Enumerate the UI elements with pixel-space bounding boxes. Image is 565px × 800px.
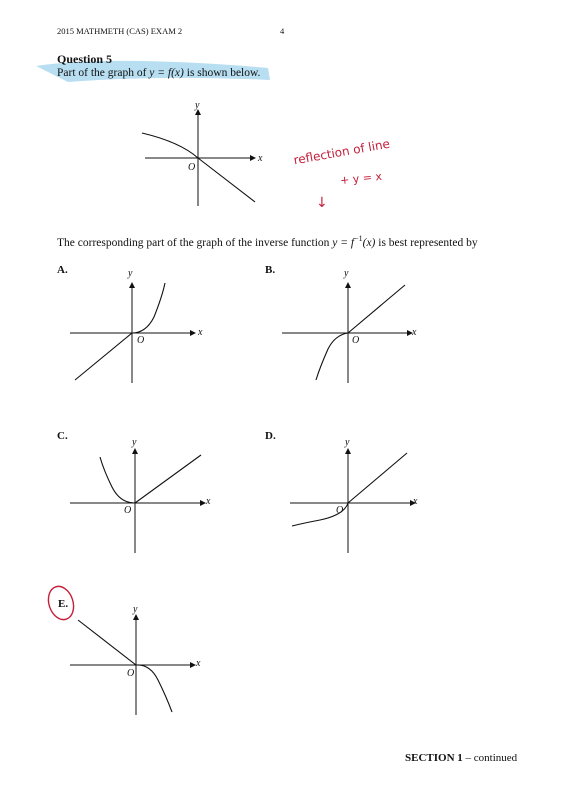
exam-title: 2015 MATHMETH (CAS) EXAM 2 bbox=[57, 26, 183, 36]
question-prompt: The corresponding part of the graph of the inverse function $y = f^{-1}(x)$ is best represented by bbox=[57, 234, 478, 249]
option-c-origin: O bbox=[124, 505, 132, 516]
main-y-label: y bbox=[195, 100, 200, 111]
option-d-label[interactable]: D. bbox=[265, 430, 276, 442]
option-c-graph[interactable] bbox=[70, 443, 215, 553]
option-b-y-label: y bbox=[344, 268, 349, 279]
handwritten-arrow: ↓ bbox=[316, 195, 328, 211]
option-d-y-label: y bbox=[345, 437, 350, 448]
question-stem: Part of the graph of y = f(x) is shown below. bbox=[57, 67, 261, 79]
option-d-x-label: x bbox=[413, 496, 418, 507]
option-e-origin: O bbox=[127, 668, 135, 679]
handwritten-note-2: + y = x bbox=[339, 169, 383, 188]
section-footer: SECTION 1 – continued bbox=[405, 752, 518, 764]
option-b-label[interactable]: B. bbox=[265, 264, 276, 276]
option-d-origin: O bbox=[336, 505, 344, 516]
option-e-graph[interactable] bbox=[70, 612, 210, 722]
option-c-y-label: y bbox=[132, 437, 137, 448]
option-a-label[interactable]: A. bbox=[57, 264, 68, 276]
option-b-origin: O bbox=[352, 335, 360, 346]
option-e-label[interactable]: E. bbox=[58, 598, 69, 610]
page-number: 4 bbox=[280, 26, 285, 36]
option-a-y-label: y bbox=[128, 268, 133, 279]
option-d-graph[interactable] bbox=[290, 443, 430, 553]
option-b-graph[interactable] bbox=[282, 275, 422, 385]
option-a-graph[interactable] bbox=[70, 275, 210, 385]
main-origin-label: O bbox=[188, 162, 196, 173]
main-graph bbox=[135, 98, 275, 208]
option-c-x-label: x bbox=[206, 496, 211, 507]
option-b-x-label: x bbox=[412, 327, 417, 338]
question-title: Question 5 bbox=[57, 52, 113, 66]
option-c-label[interactable]: C. bbox=[57, 430, 68, 442]
option-e-y-label: y bbox=[133, 604, 138, 615]
option-e-x-label: x bbox=[196, 658, 201, 669]
option-a-x-label: x bbox=[198, 327, 203, 338]
main-x-label: x bbox=[258, 153, 263, 164]
handwritten-note: reflection of line bbox=[292, 136, 391, 168]
option-a-origin: O bbox=[137, 335, 145, 346]
